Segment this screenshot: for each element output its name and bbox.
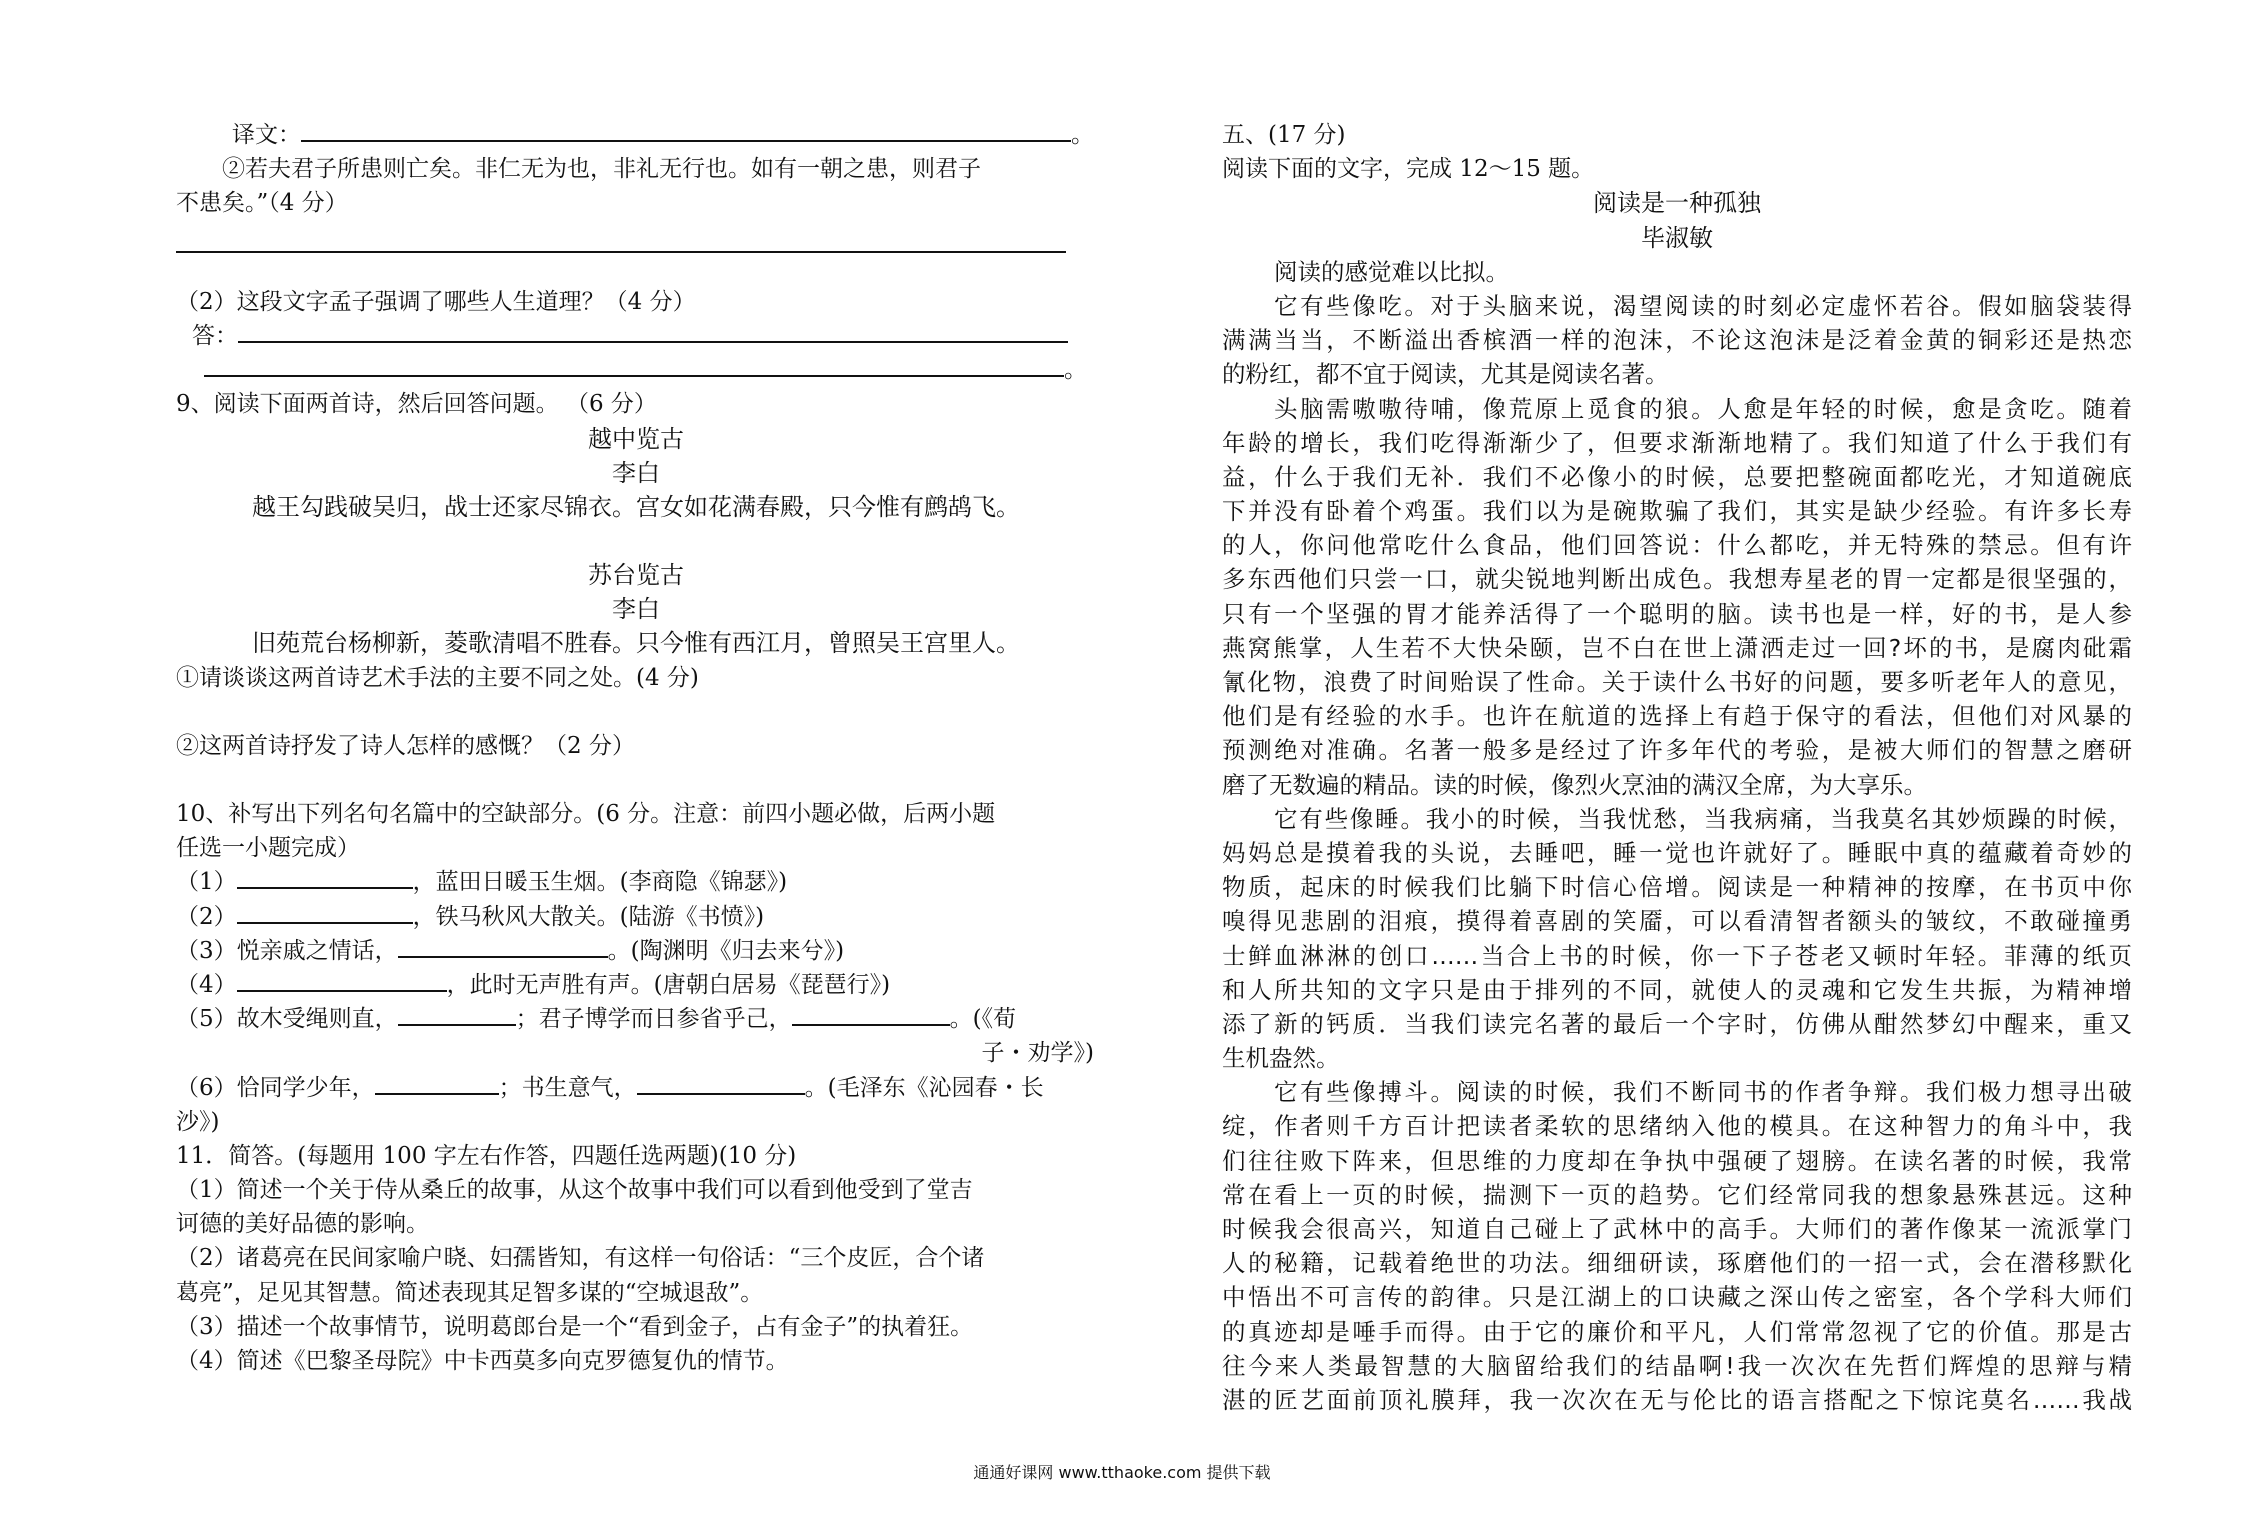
fill-2-num: （2） [176, 903, 237, 930]
q10-line1: 10、补写出下列名句名篇中的空缺部分。(6 分。注意：前四小题必做，后两小题 [176, 801, 996, 827]
fill-6-mid: ；书生意气， [498, 1074, 637, 1101]
answer-end: 。 [1064, 357, 1087, 384]
article-line: 年龄的增长，我们吃得渐渐少了，但要求渐渐地精了。我们知道了什么于我们有 [1222, 428, 2132, 457]
q11-4: （4）简述《巴黎圣母院》中卡西莫多向克罗德复仇的情节。 [176, 1348, 789, 1374]
article-author: 毕淑敏 [1641, 223, 1713, 252]
article-line: 添了新的钙质．当我们读完名著的最后一个字时，仿佛从酣然梦幻中醒来，重又 [1222, 1009, 2132, 1038]
article-line: 它有些像吃。对于头脑来说，渴望阅读的时刻必定虚怀若谷。假如脑袋装得 [1274, 291, 2132, 320]
fill-4-text: ，此时无声胜有声。(唐朝白居易《琵琶行》) [446, 971, 891, 998]
article-line: 时候我会很高兴，知道自己碰上了武林中的高手。大师们的著作像某一流派掌门 [1222, 1215, 2132, 1243]
answer-blank [238, 319, 1068, 343]
translation-blank [301, 118, 1071, 142]
poem1-title: 越中览古 [588, 424, 684, 453]
fill-6-blank-a [375, 1071, 499, 1095]
q11-2a: （2）诸葛亮在民间家喻户晓、妇孺皆知，有这样一句俗话：“三个皮匠，合个诸 [176, 1245, 985, 1272]
article-line: 他们是有经验的水手。也许在航道的选择上有趋于保守的看法，但他们对风暴的 [1222, 702, 2132, 731]
article-line: 人的秘籍，记载着绝世的功法。细细研读，琢磨他们的一招一式，会在潜移默化 [1222, 1249, 2132, 1278]
poem2-title: 苏台览古 [588, 561, 684, 590]
article-line: 的粉红，都不宜于阅读，尤其是阅读名著。 [1222, 360, 1669, 389]
fill-3-blank [398, 934, 608, 958]
answer-line-2 [176, 353, 1096, 387]
fill-6-post: 。(毛泽东《沁园春・长 [804, 1074, 1044, 1101]
article-body [1222, 255, 2132, 1417]
answer-line [176, 319, 1096, 353]
fill-5-mid: ；君子博学而日参省乎己， [515, 1006, 792, 1033]
article-line: 益，什么于我们无补．我们不必像小的时候，总要把整碗面都吃光，才知道碗底 [1222, 462, 2132, 491]
article-line: 只有一个坚强的胃才能养活得了一个聪明的脑。读书也是一样，好的书，是人参 [1222, 599, 2132, 628]
fill-1 [176, 865, 1096, 899]
answer-blank-2 [204, 353, 1064, 377]
article-line: 士鲜血淋淋的创口……当合上书的时候，你一下子苍老又顿时年轻。菲薄的纸页 [1222, 941, 2132, 970]
q11-3: （3）描述一个故事情节，说明葛郎台是一个“看到金子，占有金子”的执着狂。 [176, 1313, 974, 1340]
reading-instruction: 阅读下面的文字，完成 12～15 题。 [1222, 156, 1595, 183]
poem2-text: 旧苑荒台杨柳新，菱歌清唱不胜春。只今惟有西江月，曾照吴王宫里人。 [252, 629, 1020, 658]
fill-1-text: ，蓝田日暖玉生烟。(李商隐《锦瑟》) [412, 869, 788, 896]
article-line: 常在看上一页的时候，揣测下一页的趋势。它们经常同我的想象悬殊甚远。这种 [1222, 1180, 2132, 1209]
article-line: 满满当当，不断溢出香槟酒一样的泡沫，不论这泡沫是泛着金黄的铜彩还是热恋 [1222, 326, 2132, 355]
fill-4-blank [237, 968, 447, 992]
poem1-text: 越王勾践破吴归，战士还家尽锦衣。宫女如花满春殿，只今惟有鹧鸪飞。 [252, 492, 1020, 521]
fill-5-pre: （5）故木受绳则直， [176, 1006, 398, 1033]
answer-rule-1 [176, 251, 1096, 285]
article-line: 它有些像搏斗。阅读的时候，我们不断同书的作者争辩。我们极力想寻出破 [1274, 1078, 2132, 1107]
article-line: 嗅得见悲剧的泪痕，摸得着喜剧的笑靥，可以看清智者额头的皱纹，不敢碰撞勇 [1222, 907, 2132, 936]
article-line: 物质，起床的时候我们比躺下时信心倍增。阅读是一种精神的按摩，在书页中你 [1222, 873, 2132, 902]
q2-line2: 不患矣。”（4 分） [176, 190, 348, 217]
fill-6-blank-b [637, 1071, 805, 1095]
fill-5-line2: 子・劝学》) [981, 1040, 1094, 1067]
article-line: 下并没有卧着个鸡蛋。我们以为是碗欺骗了我们，其实是缺少经验。有许多长寿 [1222, 497, 2132, 526]
translation-line [176, 118, 1096, 152]
translation-label: 译文： [232, 122, 301, 148]
article-line: 湛的匠艺面前顶礼膜拜，我一次次在无与伦比的语言搭配之下惊诧莫名……我战 [1222, 1385, 2132, 1414]
fill-4-num: （4） [176, 971, 237, 998]
fill-6 [176, 1071, 1096, 1105]
q11-1a: （1）简述一个关于侍从桑丘的故事，从这个故事中我们可以看到他受到了堂吉 [176, 1177, 973, 1204]
fill-1-blank [237, 865, 413, 889]
q11-2b: 葛亮”，足见其智慧。简述表现其足智多谋的“空城退敌”。 [176, 1279, 764, 1306]
translation-end: 。 [1071, 122, 1094, 148]
article-line: 氰化物，浪费了时间贻误了性命。关于读什么书好的问题，要多听老年人的意见， [1222, 668, 2132, 696]
article-line: 的真迹却是唾手而得。由于它的廉价和平凡，人们常常忽视了它的价值。那是古 [1222, 1317, 2132, 1346]
article-line: 和人所共知的文字只是由于排列的不同，就使人的灵魂和它发生共振，为精神增 [1222, 975, 2132, 1004]
fill-3-post: 。(陶渊明《归去来兮》) [607, 937, 845, 964]
article-line: 们往往败下阵来，但思维的力度却在争执中强硬了翅膀。在读名著的时候，我常 [1222, 1146, 2132, 1175]
q8-2: （2）这段文字孟子强调了哪些人生道理？（4 分） [176, 288, 696, 315]
fill-5 [176, 1002, 1096, 1036]
fill-6-pre: （6）恰同学少年， [176, 1074, 375, 1101]
fill-1-num: （1） [176, 869, 237, 896]
fill-5-blank-b [792, 1002, 950, 1026]
fill-6-line2: 沙》) [176, 1108, 220, 1135]
fill-5-post: 。(《荀 [949, 1006, 1017, 1033]
right-column [1222, 118, 2132, 1417]
q2-line1: ②若夫君子所患则亡矣。非仁无为也，非礼无行也。如有一朝之患，则君子 [222, 156, 981, 183]
article-line: 燕窝熊掌，人生若不大快朵颐，岂不白在世上潇洒走过一回?坏的书，是腐肉砒霜 [1222, 633, 2132, 662]
article-line: 的人，你问他常吃什么食品，他们回答说：什么都吃，并无特殊的禁忌。但有许 [1222, 531, 2132, 560]
fill-5-blank-a [398, 1002, 516, 1026]
article-line: 阅读的感觉难以比拟。 [1274, 257, 1509, 286]
poem1-author: 李白 [612, 458, 660, 487]
article-title: 阅读是一种孤独 [1593, 189, 1761, 218]
article-line: 它有些像睡。我小的时候，当我忧愁，当我病痛，当我莫名其妙烦躁的时候， [1274, 804, 2132, 833]
poem2-author: 李白 [612, 595, 660, 624]
article-line: 多东西他们只尝一口，就尖锐地判断出成色。我想寿星老的胃一定都是很坚强的， [1222, 565, 2132, 594]
fill-2-text: ，铁马秋风大散关。(陆游《书愤》) [412, 903, 765, 930]
article-line: 磨了无数遍的精品。读的时候，像烈火烹油的满汉全席，为大享乐。 [1222, 770, 1927, 799]
fill-3 [176, 934, 1096, 968]
article-line: 预测绝对准确。名著一般多是经过了许多年代的考验，是被大师们的智慧之磨研 [1222, 736, 2132, 765]
article-line: 头脑需嗷嗷待哺，像荒原上觅食的狼。人愈是年轻的时候，愈是贪吃。随着 [1274, 394, 2132, 423]
q9-2: ②这两首诗抒发了诗人怎样的感慨？（2 分） [176, 732, 635, 759]
page-footer: 通通好课网 www.tthaoke.com 提供下载 [973, 1463, 1271, 1482]
q11-heading: 11．简答。(每题用 100 字左右作答，四题任选两题)(10 分) [176, 1142, 797, 1169]
q9-1: ①请谈谈这两首诗艺术手法的主要不同之处。(4 分) [176, 664, 699, 691]
left-column [176, 118, 1096, 1378]
article-line: 往今来人类最智慧的大脑留给我们的结晶啊!我一次次在先哲们辉煌的思辩与精 [1222, 1351, 2132, 1380]
section-heading: 五、(17 分) [1222, 122, 1346, 148]
article-line: 生机盎然。 [1222, 1044, 1340, 1073]
answer-label: 答： [192, 322, 238, 349]
fill-3-pre: （3）悦亲戚之情话， [176, 937, 398, 964]
article-line: 中悟出不可言传的韵律。只是江湖上的口诀藏之深山传之密室，各个学科大师们 [1222, 1283, 2132, 1312]
fill-2 [176, 900, 1096, 934]
article-line: 妈妈总是摸着我的头说，去睡吧，睡一觉也许就好了。睡眠中真的蕴藏着奇妙的 [1222, 838, 2132, 867]
article-line: 绽，作者则千方百计把读者柔软的思绪纳入他的模具。在这种智力的角斗中，我 [1222, 1112, 2132, 1141]
q11-1b: 诃德的美好品德的影响。 [176, 1211, 429, 1238]
q9-heading: 9、阅读下面两首诗，然后回答问题。 （6 分） [176, 391, 657, 418]
q10-line2: 任选一小题完成） [176, 835, 360, 862]
fill-4 [176, 968, 1096, 1002]
fill-2-blank [237, 900, 413, 924]
